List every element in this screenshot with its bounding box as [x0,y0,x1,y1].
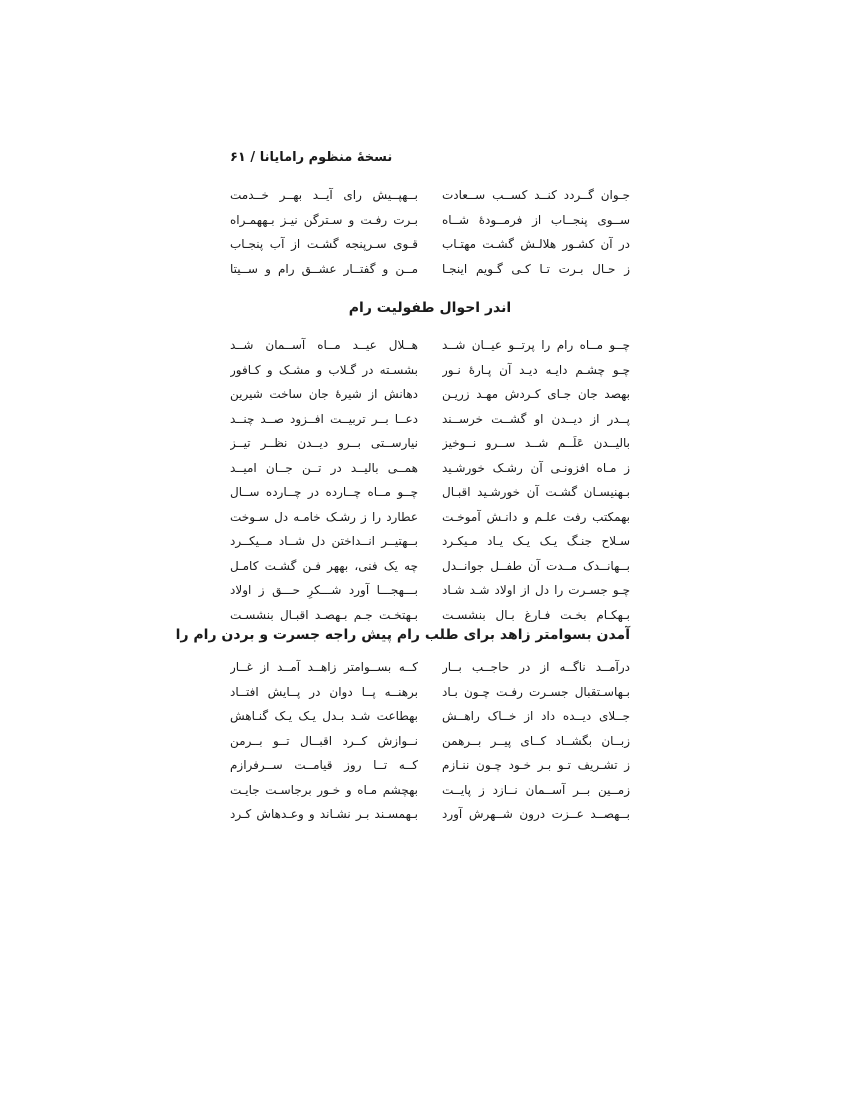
verse-block-childhood [230,335,630,629]
hemistich-second: همــی بالیــد در تــن جــان امیــد [230,460,418,475]
hemistich-first: جــلای دیــده داد از خــاک راهــش [442,709,630,723]
hemistich-first: جـوان گــردد کنــد کســب ســعادت [442,188,630,202]
hemistich-first: بـهاسـتقبال جسـرت رفـت چـون بـاد [442,684,630,699]
hemistich-second: چه یک فنی، بههر فـن گشـت کامـل [230,558,418,573]
running-header [230,150,630,165]
verse-row [230,360,630,385]
verse-row [230,210,630,235]
hemistich-second: بشسـته در گـلاب و مشـک و کـافور [230,362,418,377]
verse-row [230,706,630,731]
verse-row [230,335,630,360]
hemistich-first: سـلاح جنـگ یـک یـک یـاد مـیکـرد [442,534,630,548]
hemistich-second: بـهتخـت جـم بـهصـد اقبـال بنشسـت [230,607,418,622]
hemistich-first: بهمکتب رفت علـم و دانـش آموخـت [442,509,630,524]
verse-row [230,556,630,581]
hemistich-first: زبــان بگشــاد کــای پیــر بــرهمن [442,733,630,748]
section-title-arrival: آمدن بسوامتر زاهد برای طلب رام پیش راجه جسرت و بردن رام را [175,627,630,643]
verse-row [230,458,630,483]
verse-row [230,657,630,682]
hemistich-second: کــه بســوامتر زاهــد آمــد از غــار [230,660,418,674]
hemistich-second: چــو مــاه چــارده در چــارده ســال [230,485,418,499]
verse-row [230,804,630,829]
hemistich-second: عطارد را ز رشـک خامـه دل سـوخت [230,509,418,524]
verse-row [230,433,630,458]
hemistich-first: بـهنیسـان گشـت آن خورشـید اقبـال [442,485,630,499]
hemistich-first: پــدر از دیــدن او گشــت خرســند [442,411,630,426]
hemistich-first: بــهانــدک مــدت آن طفــل جوانــدل [442,558,630,573]
verse-row [230,259,630,284]
hemistich-first: ز تشـریف تـو بـر خـود چـون ننـازم [442,758,630,772]
verse-row [230,731,630,756]
verse-row [230,605,630,630]
verse-row [230,234,630,259]
hemistich-second: بـــهجـــا آورد شـــکرِ حـــق ز اولاد [230,583,418,597]
hemistich-first: ز حـال بـرت تـا کـی گـویم اینجـا [442,261,630,276]
hemistich-first: ز مـاه افزونـی آن رشـک خورشـید [442,460,630,475]
verse-row [230,482,630,507]
hemistich-first: بهصد جان جـای کـردش مهـد زریـن [442,387,630,401]
verse-row [230,409,630,434]
hemistich-second: بــهپــیش رای آیــد بهــر خــدمت [230,188,418,202]
hemistich-first: بالیــدن عَلَــم شــد ســرو نــوخیز [442,436,630,450]
hemistich-first: چــو مــاه رام را پرتــو عیــان شــد [442,338,630,352]
verse-row [230,780,630,805]
hemistich-second: بهچشم مـاه و خـور برجاسـت جایـت [230,782,418,797]
hemistich-second: نیارســتی بــرو دیــدن نظــر تیــز [230,436,418,450]
verse-row [230,384,630,409]
hemistich-second: مــن و گفتــار عشــق رام و ســیتا [230,261,418,276]
hemistich-first: بـهکـام بخـت فـارغ بـال بنشسـت [442,607,630,622]
hemistich-second: بـرت رفـت و سـترگن نیـز بـههمـراه [230,212,418,227]
verse-row [230,755,630,780]
hemistich-second: بــهتیــر انــداختن دل شــاد مــیکــرد [230,534,418,548]
hemistich-second: برهنــه پــا دوان در پــایش افتــاد [230,684,418,699]
hemistich-first: در آن کشـور هلالـش گشـت مهتـاب [442,237,630,251]
verse-block-opening [230,185,630,283]
verse-block-arrival [230,657,630,829]
header-separator: / [250,150,256,165]
hemistich-first: درآمــد ناگــه از در حاجــب بــار [442,660,630,674]
verse-row [230,185,630,210]
hemistich-second: نــوازش کــرد اقبــال تــو بــرمن [230,733,418,748]
hemistich-first: چـو چشـم دایـه دیـد آن پـارهٔ نـور [442,362,630,377]
hemistich-second: قـوی سـرپنجه گشـت از آب پنجـاب [230,237,418,251]
hemistich-second: بهطاعت شـد بـدل یـک یـک گنـاهش [230,709,418,723]
page-number: ۶۱ [230,150,246,165]
section-title-childhood: اندر احوال طفولیت رام [348,300,512,316]
verse-row [230,507,630,532]
hemistich-second: هــلال عیــد مــاه آســمان شــد [230,338,418,352]
hemistich-first: بــهصــد عــزت درون شــهرش آورد [442,807,630,821]
verse-row [230,682,630,707]
hemistich-first: زمــین بــر آســمان نــازد ز پایــت [442,782,630,797]
hemistich-second: کــه تــا روز قیامــت ســرفرازم [230,758,418,772]
verse-row [230,580,630,605]
hemistich-first: چـو جسـرت را دل از اولاد شـد شـاد [442,583,630,597]
hemistich-first: ســوی پنجــاب از فرمــودهٔ شــاه [442,212,630,227]
hemistich-second: دعــا بــر تربیــت افــزود صــد چنــد [230,411,418,426]
verse-row [230,531,630,556]
hemistich-second: بـهمسـند بـر نشـاند و وعـدهاش کـرد [230,807,418,821]
book-title: نسخهٔ منظوم رامایانا [259,150,393,165]
hemistich-second: دهانش از شیرهٔ جان ساخت شیرین [230,387,418,401]
